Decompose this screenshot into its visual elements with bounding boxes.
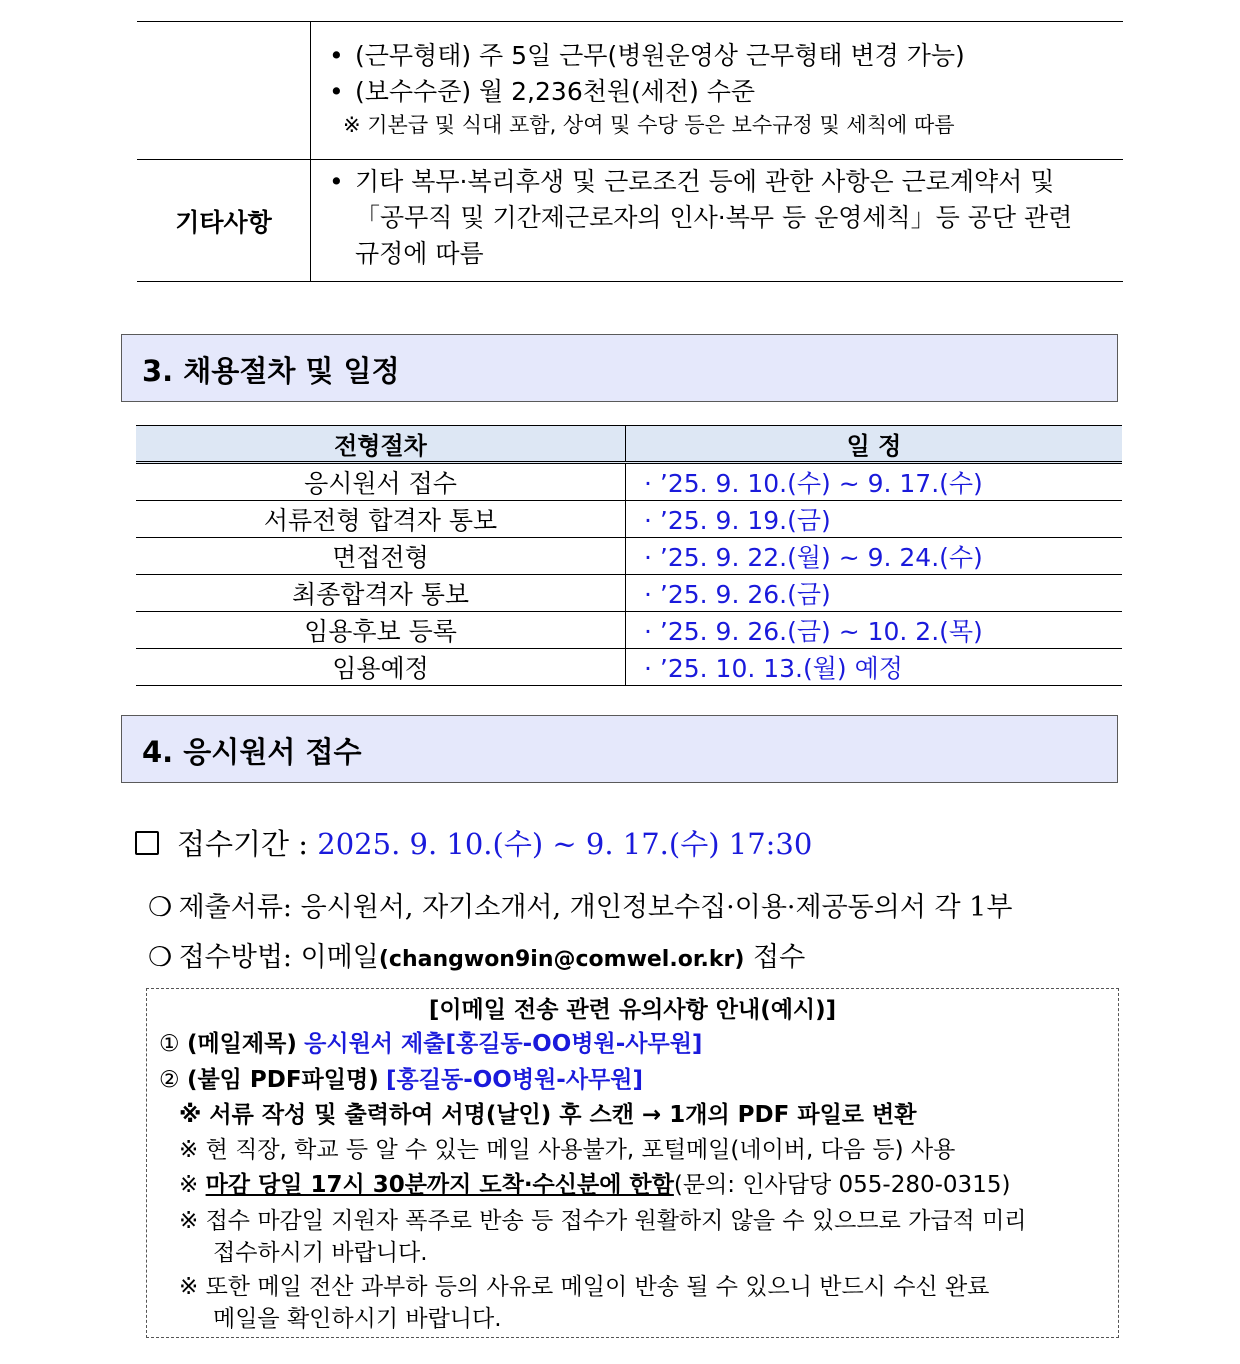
schedule-date: · ’25. 9. 19.(금) (626, 501, 1123, 538)
schedule-header-date: 일 정 (626, 426, 1123, 463)
schedule-date: · ’25. 10. 13.(월) 예정 (626, 649, 1123, 686)
email-notice-title: [이메일 전송 관련 유의사항 안내(예시)] (428, 997, 837, 1023)
section-4-header (121, 715, 1118, 783)
conditions-row-etc (137, 160, 1123, 282)
section-4-title: 4. 응시원서 접수 (142, 735, 362, 769)
conditions-table (137, 21, 1123, 282)
etc-line-2: 「공무직 및 기간제근로자의 인사·복무 등 운영세칙」등 공단 관련 (355, 203, 1073, 232)
notice-note-4-cont: 접수하시기 바랍니다. (213, 1240, 428, 1266)
salary-note: ※ 기본급 및 식대 포함, 상여 및 수당 등은 보수규정 및 세칙에 따름 (343, 113, 955, 137)
table-row (136, 463, 1122, 501)
notice-note-5-cont: 메일을 확인하시기 바랍니다. (213, 1306, 502, 1332)
method-email: (changwon9in@comwel.or.kr) (378, 947, 745, 972)
schedule-date: · ’25. 9. 26.(금) ~ 10. 2.(목) (626, 612, 1123, 649)
schedule-table (136, 425, 1122, 686)
notice-item-2: ② (붙임 PDF파일명) [홍길동-OO병원-사무원] (159, 1067, 643, 1093)
schedule-date: · ’25. 9. 10.(수) ~ 9. 17.(수) (626, 463, 1123, 501)
period-value: 2025. 9. 10.(수) ~ 9. 17.(수) 17:30 (317, 827, 813, 861)
schedule-step: 임용후보 등록 (136, 612, 626, 649)
method-label: 접수방법: 이메일 (178, 942, 379, 973)
schedule-step: 임용예정 (136, 649, 626, 686)
work-type-line: • (근무형태) 주 5일 근무(병원운영상 근무형태 변경 가능) (329, 41, 965, 70)
table-row (136, 538, 1122, 575)
schedule-header-row (136, 426, 1122, 463)
etc-label: 기타사항 (137, 160, 311, 282)
notice-item-1: ① (메일제목) 응시원서 제출[홍길동-OO병원-사무원] (159, 1031, 703, 1057)
section-3-title: 3. 채용절차 및 일정 (142, 354, 400, 388)
schedule-step: 응시원서 접수 (136, 463, 626, 501)
conditions-label-empty (137, 22, 311, 160)
section-3-header (121, 334, 1118, 402)
documents-line (148, 885, 1012, 924)
conditions-row-work (137, 22, 1123, 160)
schedule-step: 서류전형 합격자 통보 (136, 501, 626, 538)
email-notice-box (146, 988, 1119, 1338)
table-row (136, 501, 1122, 538)
etc-cell (311, 160, 1124, 282)
notice-note-4: ※ 접수 마감일 지원자 폭주로 반송 등 접수가 원활하지 않을 수 있으므로 가급적 미리 (179, 1208, 1027, 1234)
etc-line-1: • 기타 복무·복리후생 및 근로조건 등에 관한 사항은 근로계약서 및 (329, 167, 1055, 196)
method-suffix: 접수 (753, 942, 806, 973)
circle-bullet-icon: ❍ (148, 892, 173, 923)
table-row (136, 575, 1122, 612)
salary-line: • (보수수준) 월 2,236천원(세전) 수준 (329, 77, 756, 106)
circle-bullet-icon: ❍ (148, 942, 173, 973)
reception-period (135, 822, 812, 863)
schedule-date: · ’25. 9. 22.(월) ~ 9. 24.(수) (626, 538, 1123, 575)
schedule-date: · ’25. 9. 26.(금) (626, 575, 1123, 612)
schedule-header-step: 전형절차 (136, 426, 626, 463)
documents-text: 제출서류: 응시원서, 자기소개서, 개인정보수집·이용·제공동의서 각 1부 (178, 892, 1013, 923)
table-row (136, 649, 1122, 686)
method-line (148, 935, 805, 974)
notice-note-5: ※ 또한 메일 전산 과부하 등의 사유로 메일이 반송 될 수 있으니 반드시 수신 완료 (179, 1274, 990, 1300)
checkbox-icon (135, 831, 159, 855)
etc-line-3: 규정에 따름 (355, 239, 484, 268)
notice-note-1: ※ 서류 작성 및 출력하여 서명(날인) 후 스캔 → 1개의 PDF 파일로 변환 (179, 1102, 917, 1128)
schedule-step: 최종합격자 통보 (136, 575, 626, 612)
table-row (136, 612, 1122, 649)
schedule-step: 면접전형 (136, 538, 626, 575)
notice-note-3: ※ 마감 당일 17시 30분까지 도착·수신분에 한함(문의: 인사담당 055-280-0315) (179, 1172, 1011, 1198)
period-label: 접수기간 : (177, 827, 309, 861)
conditions-work-cell (311, 22, 1124, 160)
notice-note-2: ※ 현 직장, 학교 등 알 수 있는 메일 사용불가, 포털메일(네이버, 다음 등) 사용 (179, 1137, 956, 1163)
